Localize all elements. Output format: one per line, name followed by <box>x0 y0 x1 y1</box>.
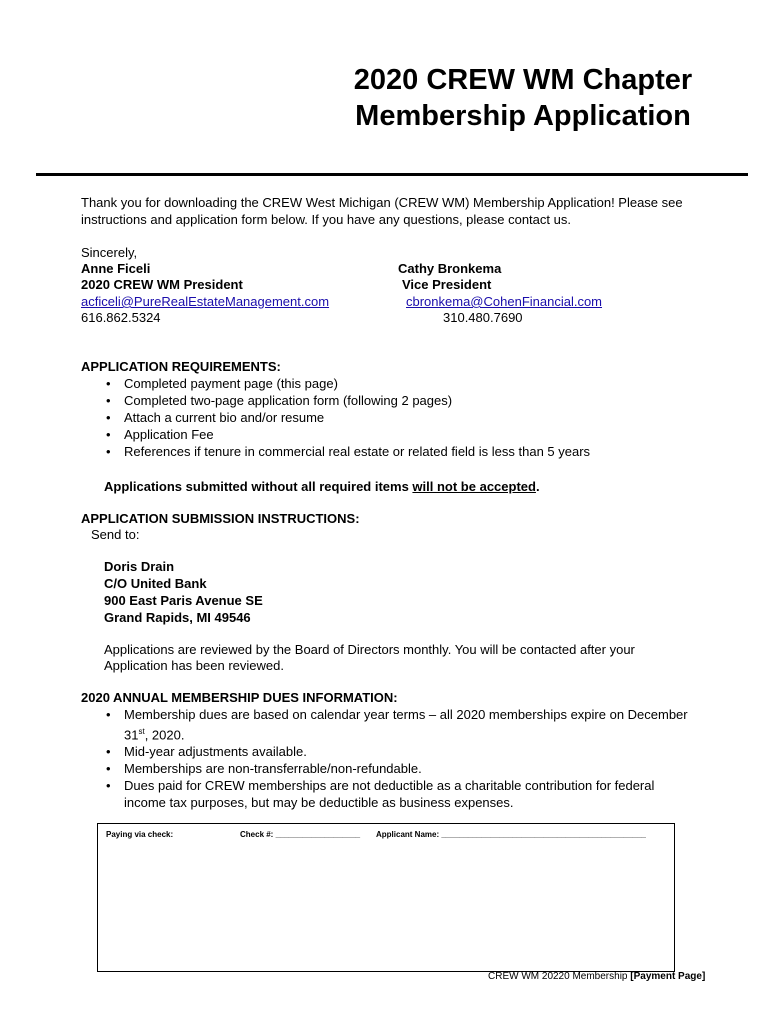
president-email-link[interactable]: acficeli@PureRealEstateManagement.com <box>81 294 330 309</box>
review-line-1: Applications are reviewed by the Board of Directors monthly. You will be contacted after your <box>104 642 635 657</box>
address-line: Grand Rapids, MI 49546 <box>104 610 251 625</box>
vice-president-name: Cathy Bronkema <box>398 261 502 276</box>
requirements-list <box>102 375 590 460</box>
title-divider <box>36 173 748 176</box>
list-item <box>102 777 688 811</box>
footer-text: CREW WM 20220 Membership <box>488 971 631 982</box>
dues-item-4-line-2: income tax purposes, but may be deductible as business expenses. <box>124 795 514 811</box>
warning-emphasis: will not be accepted <box>412 479 536 494</box>
list-item: • References if tenure in commercial real estate or related field is less than 5 years <box>102 443 590 460</box>
president-role: 2020 CREW WM President <box>81 277 243 292</box>
title-line-1: 2020 CREW WM Chapter <box>353 64 693 96</box>
page-title <box>300 62 746 134</box>
president-phone: 616.862.5324 <box>81 310 161 325</box>
address-line: Doris Drain <box>104 559 175 574</box>
title-line-2: Membership Application <box>355 100 691 132</box>
send-to-label: Send to: <box>91 527 140 542</box>
list-item: • Completed payment page (this page) <box>102 375 590 392</box>
submission-heading: APPLICATION SUBMISSION INSTRUCTIONS: <box>81 511 360 526</box>
dues-item-4-line-1: Dues paid for CREW memberships are not deductible as a charitable contribution for federal <box>124 778 655 794</box>
dues-item-1-day: 31 <box>124 727 139 743</box>
check-number-field[interactable]: Check #: ___________________ <box>240 830 361 839</box>
list-item: • Mid-year adjustments available. <box>102 743 688 760</box>
dues-item-1-ordinal: st <box>138 727 145 736</box>
intro-line-1: Thank you for downloading the CREW West Michigan (CREW WM) Membership Application! Please see <box>81 195 683 210</box>
list-item: • Memberships are non-transferrable/non-refundable. <box>102 760 688 777</box>
closing: Sincerely, <box>81 245 138 260</box>
paying-via-check-label: Paying via check: <box>106 830 174 839</box>
requirements-heading: APPLICATION REQUIREMENTS: <box>81 359 281 374</box>
list-item <box>102 706 688 743</box>
list-item: • Completed two-page application form (following 2 pages) <box>102 392 590 409</box>
dues-item-1-line-1: Membership dues are based on calendar year terms – all 2020 memberships expire on December <box>124 707 688 722</box>
warning-prefix: Applications submitted without all required items <box>104 479 413 494</box>
requirements-warning <box>104 478 540 495</box>
vice-president-role: Vice President <box>402 277 492 292</box>
dues-list <box>102 706 688 811</box>
dues-heading: 2020 ANNUAL MEMBERSHIP DUES INFORMATION: <box>81 690 398 705</box>
intro-line-2: instructions and application form below. If you have any questions, please contact us. <box>81 212 571 227</box>
president-name: Anne Ficeli <box>81 261 151 276</box>
address-line: C/O United Bank <box>104 576 207 591</box>
dues-item-1-rest: , 2020. <box>144 727 185 743</box>
list-item: • Attach a current bio and/or resume <box>102 409 590 426</box>
list-item: • Application Fee <box>102 426 590 443</box>
vice-president-phone: 310.480.7690 <box>443 310 523 325</box>
applicant-name-field[interactable]: Applicant Name: ______________________________________________ <box>376 830 647 839</box>
warning-suffix: . <box>535 479 540 494</box>
address-line: 900 East Paris Avenue SE <box>104 593 263 608</box>
footer-page-label: [Payment Page] <box>630 971 706 982</box>
vice-president-email-link[interactable]: cbronkema@CohenFinancial.com <box>406 294 603 309</box>
mailing-address <box>104 558 263 626</box>
review-line-2: Application has been reviewed. <box>104 658 284 673</box>
page-footer <box>488 971 705 982</box>
payment-box <box>97 823 675 972</box>
